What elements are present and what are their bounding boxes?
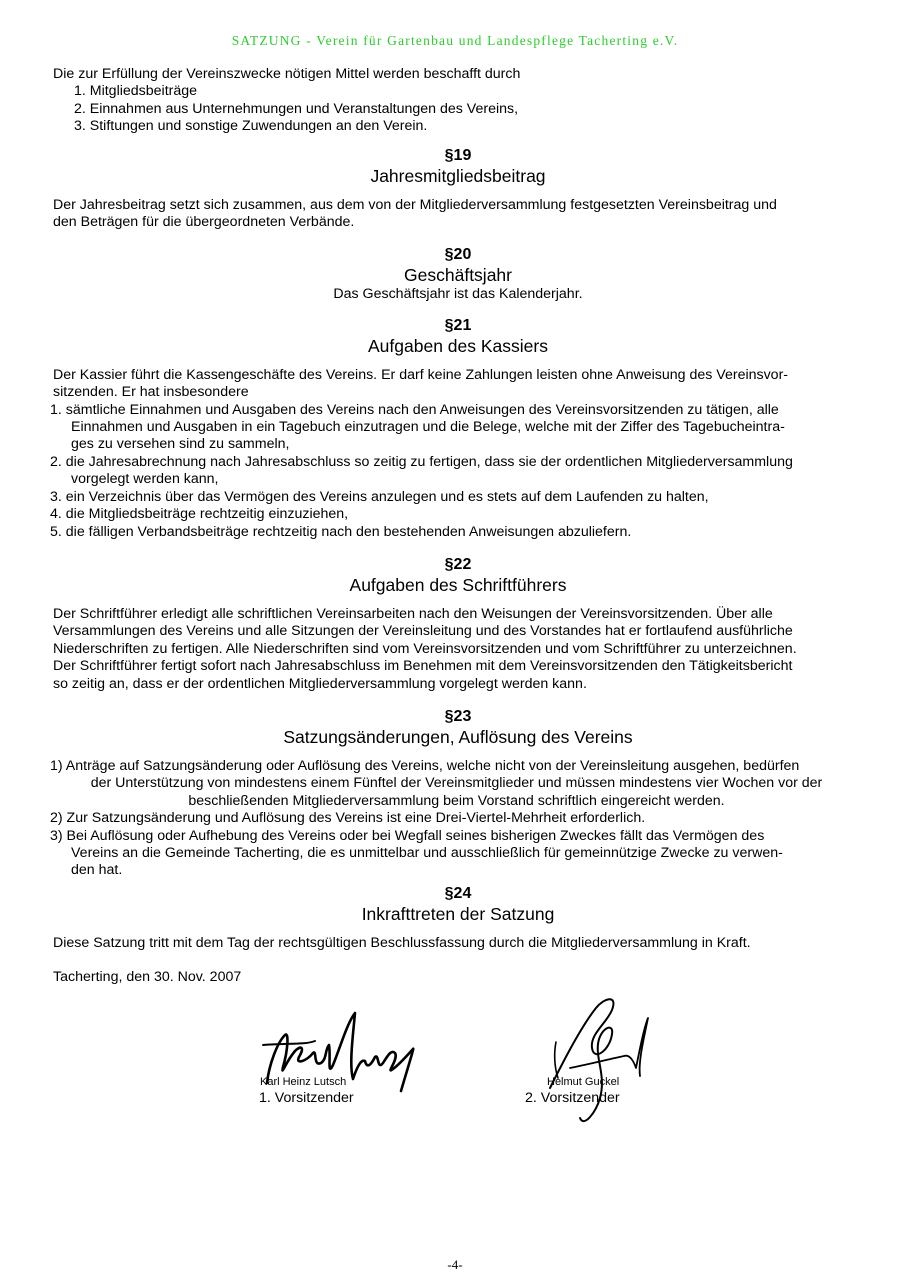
text-line: Versammlungen des Vereins und alle Sitzungen der Vereinsleitung und des Vorstandes hat er fortlaufend ausführliche [53, 623, 793, 640]
section-19-number: §19 [444, 146, 472, 164]
list-item-continuation: ges zu versehen sind zu sammeln, [71, 436, 290, 453]
section-21-title: Aufgaben des Kassiers [368, 335, 548, 356]
list-item: 3. ein Verzeichnis über das Vermögen des Vereins anzulegen und es stets auf dem Laufenden zu halten, [50, 488, 709, 505]
list-item-continuation: beschließenden Mitgliederversammlung beim Vorstand schriftlich eingereicht werden. [188, 792, 725, 809]
document-body [50, 66, 863, 987]
section-24-number: §24 [444, 884, 472, 902]
list-item [50, 828, 863, 880]
text-line: den Beträgen für die übergeordneten Verbände. [53, 214, 355, 231]
intro-text: Die zur Erfüllung der Vereinszwecke nötigen Mittel werden beschafft durch [53, 66, 521, 82]
section-19-title: Jahresmitgliedsbeitrag [370, 165, 546, 186]
section-23-list [50, 758, 863, 880]
place-date: Tacherting, den 30. Nov. 2007 [53, 969, 242, 986]
list-item: 5. die fälligen Verbandsbeiträge rechtzeitig nach den bestehenden Anweisungen abzuliefern. [50, 523, 632, 540]
list-item-continuation: Einnahmen und Ausgaben in ein Tagebuch einzutragen und die Belege, welche mit der Ziffer des Tagebucheintra- [71, 419, 785, 436]
signature-1-name: Karl Heinz Lutsch [260, 1076, 347, 1088]
list-item-first-line: 3) Bei Auflösung oder Aufhebung des Vereins oder bei Wegfall seines bisherigen Zweckes fällt das Vermögen des [50, 827, 765, 844]
list-item-first-line: 1. sämtliche Einnahmen und Ausgaben des Vereins nach den Anweisungen des Vereinsvorsitzenden zu tätigen, alle [50, 401, 779, 418]
text-line: Der Schriftführer erledigt alle schriftlichen Vereinsarbeiten nach den Weisungen der Vereinsvorsitzenden. Über alle [53, 605, 773, 622]
list-item-continuation: Vereins an die Gemeinde Tacherting, die es unmittelbar und ausschließlich für gemeinnützige Zwecke zu verwen- [71, 844, 783, 861]
list-item-first-line: 2. die Jahresabrechnung nach Jahresabschluss so zeitig zu fertigen, dass sie der ordentlichen Mitgliederversammlung [50, 453, 793, 470]
text-line: sitzenden. Er hat insbesondere [53, 384, 249, 401]
section-24-text: Diese Satzung tritt mit dem Tag der rechtsgültigen Beschlussfassung durch die Mitgliederversammlung in Kraft. [53, 934, 751, 951]
section-22-number: §22 [444, 555, 472, 573]
signature-2-name: Helmut Guckel [547, 1076, 620, 1088]
section-21-intro [53, 367, 863, 402]
section-23-title: Satzungsänderungen, Auflösung des Vereins [283, 726, 633, 747]
section-19-text [53, 197, 863, 232]
section-20-text: Das Geschäftsjahr ist das Kalenderjahr. [333, 286, 583, 303]
list-item: 2. Einnahmen aus Unternehmungen und Veranstaltungen des Vereins, [74, 100, 519, 117]
list-item [50, 758, 863, 810]
text-line: Der Jahresbeitrag setzt sich zusammen, aus dem von der Mitgliederversammlung festgesetzten Vereinsbeitrag und [53, 196, 777, 213]
list-item [50, 402, 863, 454]
list-item-first-line: 1) Anträge auf Satzungsänderung oder Auflösung des Vereins, welche nicht von der Vereinsleitung ausgehen, bedürfen [50, 757, 800, 774]
text-line: Niederschriften zu fertigen. Alle Niederschriften sind vom Vereinsvorsitzenden und vom Schriftführer zu unterzeichnen. [53, 640, 797, 657]
page-header: SATZUNG - Verein für Gartenbau und Landespflege Tacherting e.V. [231, 33, 679, 48]
text-line: so zeitig an, dass er der ordentlichen Mitgliederversammlung vorgelegt werden kann. [53, 675, 587, 692]
list-item [50, 454, 863, 489]
section-21-list [50, 402, 863, 541]
list-item-continuation: vorgelegt werden kann, [71, 471, 219, 488]
list-item: 1. Mitgliedsbeiträge [74, 83, 198, 100]
signature-2-role: 2. Vorsitzender [525, 1090, 620, 1106]
list-item: 4. die Mitgliedsbeiträge rechtzeitig einzuziehen, [50, 506, 349, 523]
section-20-title: Geschäftsjahr [404, 265, 512, 286]
list-item-continuation: den hat. [71, 862, 123, 879]
list-item: 2) Zur Satzungsänderung und Auflösung des Vereins ist eine Drei-Viertel-Mehrheit erforderlich. [50, 810, 646, 827]
section-24-title: Inkrafttreten der Satzung [361, 903, 555, 924]
section-20-number: §20 [444, 246, 472, 264]
page-number: -4- [447, 1257, 463, 1272]
list-item-continuation: der Unterstützung von mindestens einem Fünftel der Vereinsmitglieder und müssen mindestens vier Wochen vor der [90, 775, 823, 792]
signature-2-image [540, 988, 660, 1128]
text-line: Der Kassier führt die Kassengeschäfte des Vereins. Er darf keine Zahlungen leisten ohne Anweisung des Vereinsvor- [53, 366, 789, 383]
text-line: Der Schriftführer fertigt sofort nach Jahresabschluss im Benehmen mit dem Vereinsvorsitzenden den Tätigkeitsbericht [53, 658, 793, 675]
section-23-number: §23 [444, 707, 472, 725]
section-22-title: Aufgaben des Schriftführers [349, 574, 567, 595]
section-21-number: §21 [444, 316, 472, 334]
intro-list [53, 83, 863, 135]
signature-1-role: 1. Vorsitzender [259, 1090, 354, 1106]
list-item: 3. Stiftungen und sonstige Zuwendungen an den Verein. [74, 118, 428, 135]
section-22-text [53, 606, 863, 693]
